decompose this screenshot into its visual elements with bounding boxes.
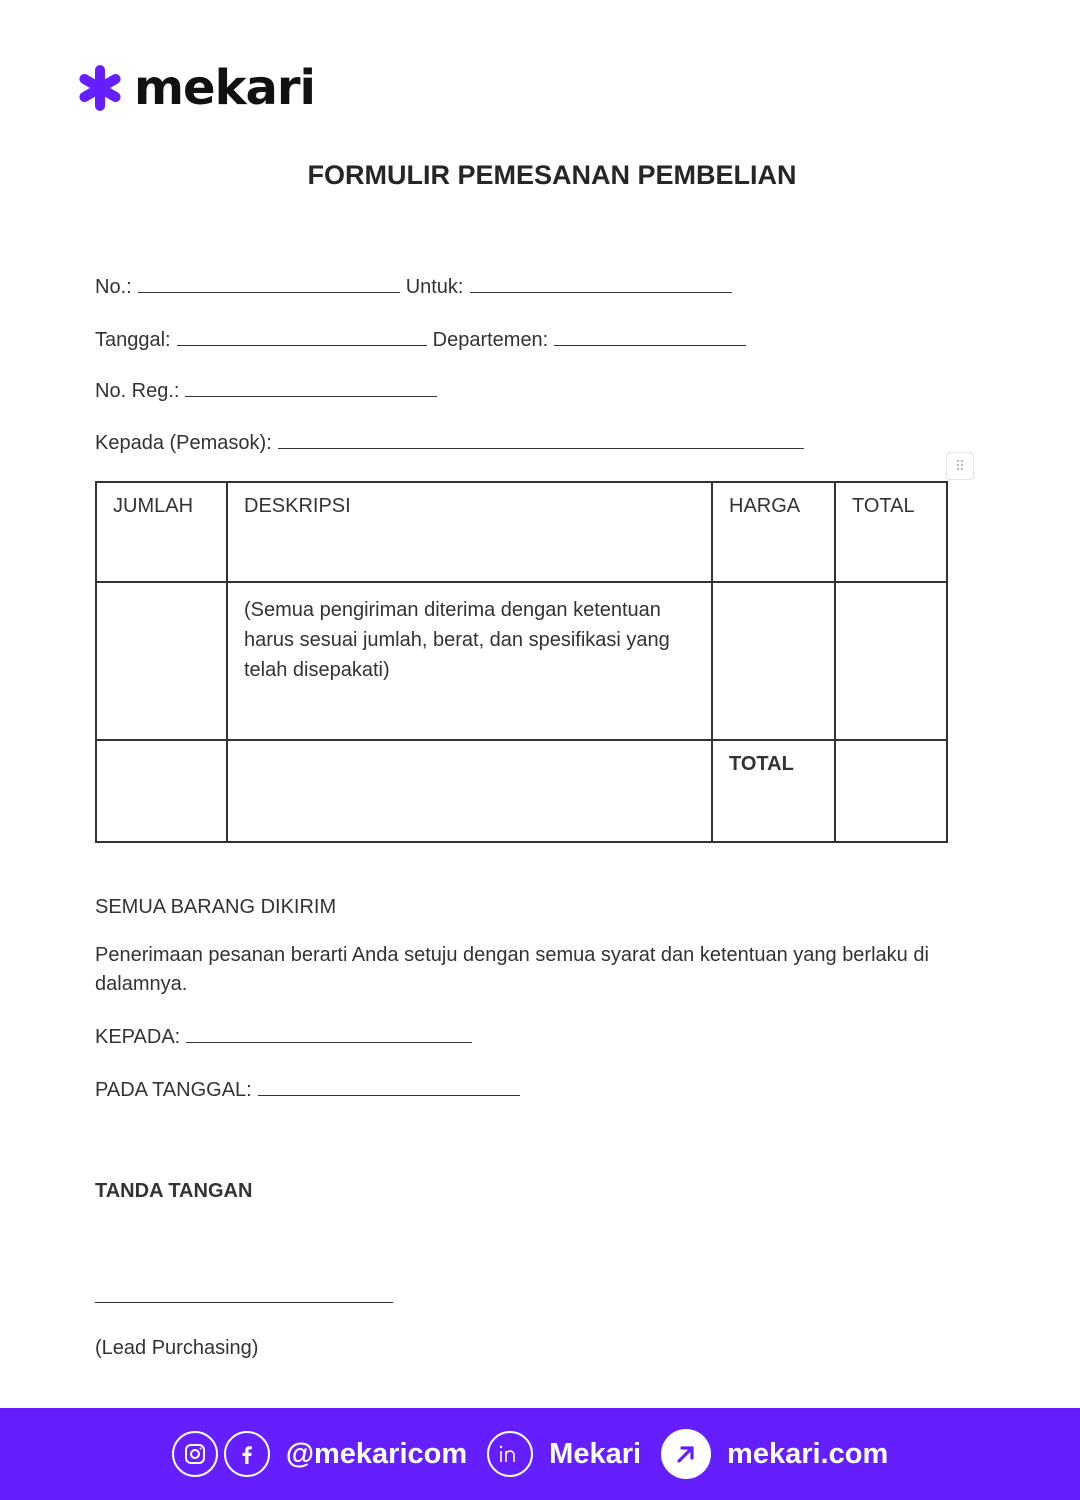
order-table (95, 481, 948, 843)
table-total-row (96, 740, 947, 842)
social-handle[interactable]: @mekaricom (285, 1437, 468, 1470)
cell-empty-2 (227, 740, 712, 842)
field-row-no (95, 274, 738, 299)
signature-role: (Lead Purchasing) (95, 1337, 259, 1359)
header-deskripsi: DESKRIPSI (227, 482, 712, 582)
pada-tanggal-field[interactable] (258, 1077, 520, 1096)
no-field[interactable] (138, 274, 400, 293)
kepada-field[interactable] (186, 1024, 472, 1043)
mekari-logo (74, 62, 315, 114)
field-row-tanggal (95, 327, 752, 352)
linkedin-name[interactable]: Mekari (549, 1437, 642, 1470)
pemasok-label: Kepada (Pemasok): (95, 432, 272, 454)
field-row-kepada (95, 1024, 478, 1049)
mekari-star-icon (74, 62, 126, 114)
cell-jumlah[interactable] (96, 582, 227, 740)
pemasok-field[interactable] (278, 430, 804, 449)
kepada-label: KEPADA: (95, 1026, 181, 1048)
footer-bar (0, 1408, 1080, 1500)
brand-name: mekari (134, 60, 316, 116)
table-row (96, 582, 947, 740)
departemen-label: Departemen: (432, 329, 549, 351)
instagram-icon[interactable] (172, 1431, 218, 1477)
field-row-pada-tanggal (95, 1077, 526, 1102)
header-total: TOTAL (835, 482, 947, 582)
field-row-pemasok (95, 430, 810, 455)
noreg-field[interactable] (185, 378, 437, 397)
header-harga: HARGA (712, 482, 835, 582)
no-label: No.: (95, 276, 132, 298)
acceptance-paragraph: Penerimaan pesanan berarti Anda setuju dengan semua syarat dan ketentuan yang berlaku di dalamnya. (95, 944, 929, 995)
header-jumlah: JUMLAH (96, 482, 227, 582)
facebook-icon[interactable] (224, 1431, 270, 1477)
tanggal-label: Tanggal: (95, 329, 171, 351)
tanggal-field[interactable] (177, 327, 427, 346)
untuk-label: Untuk: (405, 276, 464, 298)
pada-tanggal-label: PADA TANGGAL: (95, 1079, 252, 1101)
departemen-field[interactable] (554, 327, 746, 346)
linkedin-icon[interactable] (487, 1431, 533, 1477)
grand-total-cell[interactable] (835, 740, 947, 842)
cell-total[interactable] (835, 582, 947, 740)
cell-harga[interactable] (712, 582, 835, 740)
cell-empty-1 (96, 740, 227, 842)
signature-heading: TANDA TANGAN (95, 1180, 253, 1202)
website-link[interactable]: mekari.com (727, 1437, 889, 1470)
shipping-note: (Semua pengiriman diterima dengan ketentuan harus sesuai jumlah, berat, dan spesifikasi yang telah disepakati) (227, 582, 712, 740)
table-drag-handle[interactable]: ⠿ (946, 452, 974, 480)
table-header-row (96, 482, 947, 582)
untuk-field[interactable] (470, 274, 732, 293)
shipping-heading: SEMUA BARANG DIKIRIM (95, 896, 337, 918)
external-link-icon[interactable] (661, 1429, 711, 1479)
noreg-label: No. Reg.: (95, 380, 180, 402)
signature-line[interactable] (95, 1302, 393, 1303)
total-label: TOTAL (712, 740, 835, 842)
page-title: FORMULIR PEMESANAN PEMBELIAN (307, 160, 797, 190)
field-row-noreg (95, 378, 443, 403)
